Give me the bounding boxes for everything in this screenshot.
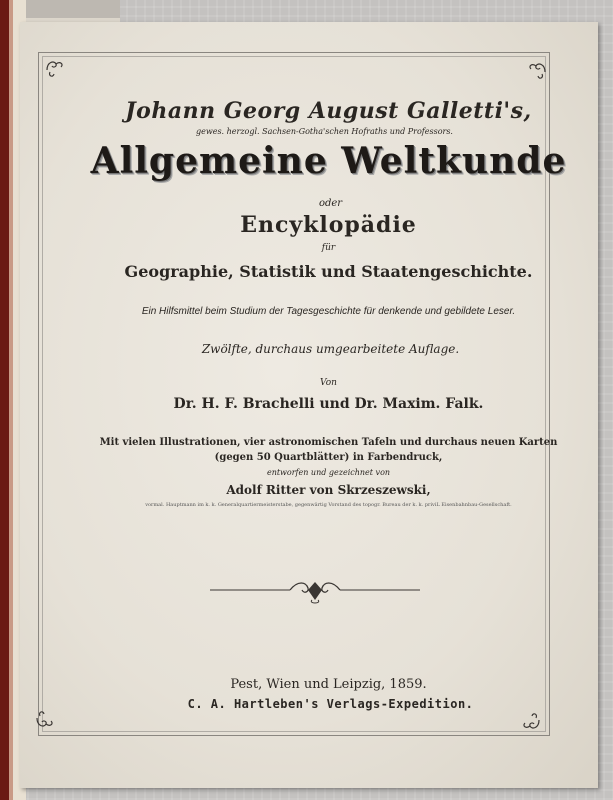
corner-flourish-icon: [526, 60, 548, 82]
fuer-text: für: [321, 243, 336, 253]
corner-flourish-icon: [520, 710, 542, 732]
subjects-heading: Geographie, Statistik und Staatengeschichte.: [124, 262, 533, 281]
corner-flourish-icon: [44, 58, 66, 80]
publisher-line: C. A. Hartleben's Verlags-Expedition.: [187, 697, 474, 711]
authors-line: Dr. H. F. Brachelli und Dr. Maxim. Falk.: [173, 396, 484, 412]
purpose-line: Ein Hilfsmittel beim Studium der Tagesgeschichte für denkende und gebildete Leser.: [141, 306, 516, 317]
main-title: Allgemeine Weltkunde: [90, 140, 567, 182]
ornamental-rule-icon: [210, 576, 420, 606]
designed-by-line: entworfen und gezeichnet von: [266, 468, 391, 477]
encyclopedia-heading: Encyklopädie: [240, 212, 417, 238]
place-date-line: Pest, Wien und Leipzig, 1859.: [230, 677, 427, 692]
oder-text: oder: [318, 198, 343, 209]
cartographer-note: vormal. Hauptmann im k. k. Generalquartiermeisterstabe, gegenwärtig Vorstand des topogr. Bureau der k. k. priviL Eisenbahnbau-Gesellschaft.: [145, 502, 512, 508]
corner-flourish-icon: [34, 708, 56, 730]
author-title: gewes. herzogl. Sachsen-Gotha'schen Hofraths und Professors.: [196, 127, 453, 136]
edition-line: Zwölfte, durchaus umgearbeitete Auflage.: [201, 342, 460, 356]
illustrations-line-1: Mit vielen Illustrationen, vier astronomischen Tafeln und durchaus neuen Karten: [99, 437, 558, 448]
author-line: Johann Georg August Galletti's,: [125, 98, 532, 124]
von-text: Von: [320, 378, 337, 388]
cartographer-name: Adolf Ritter von Skrzeszewski,: [226, 483, 431, 497]
illustrations-line-2: (gegen 50 Quartblätter) in Farbendruck,: [214, 452, 443, 463]
